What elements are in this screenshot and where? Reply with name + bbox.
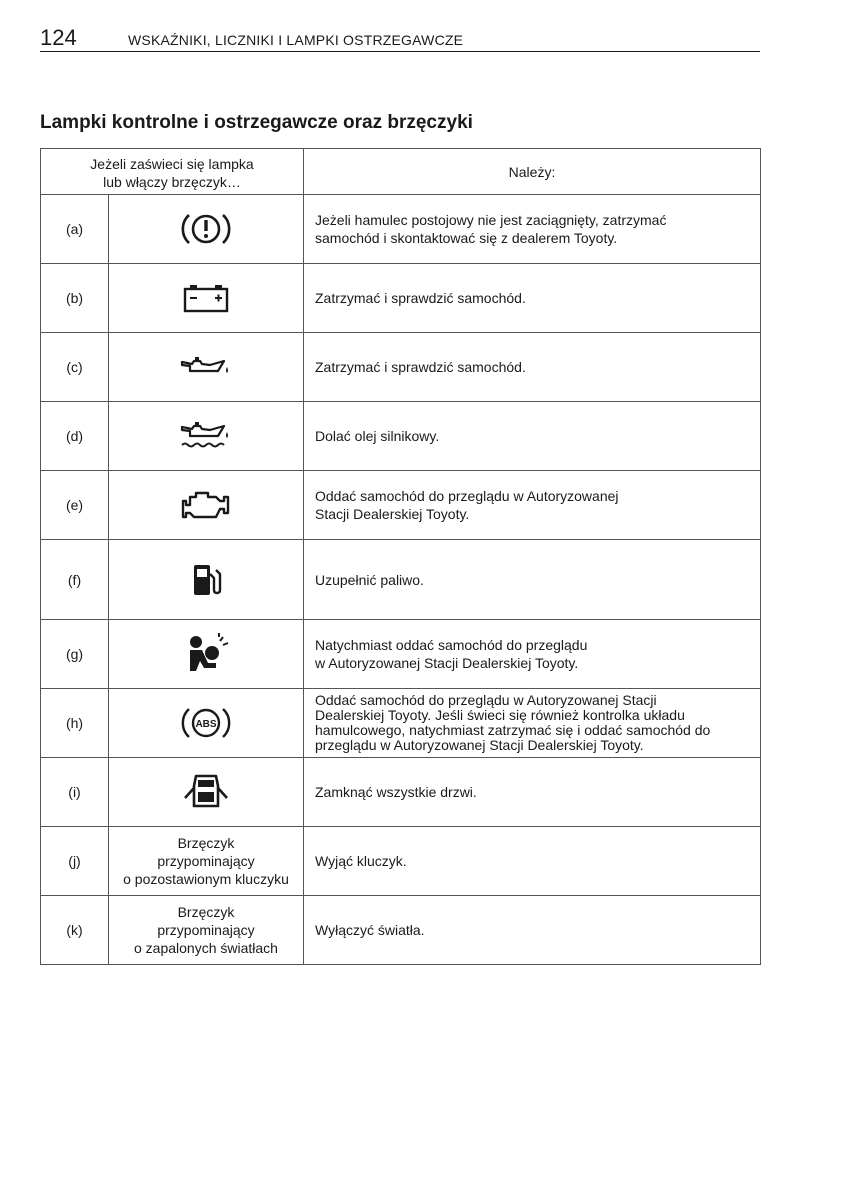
section-title: Lampki kontrolne i ostrzegawcze oraz brzęczyki [40,112,473,133]
row-action: Dolać olej silnikowy. [304,402,761,471]
buzzer-description [109,896,304,965]
page-header [40,26,760,52]
check-engine-icon [180,487,232,523]
row-letter: (h) [41,689,109,758]
table-header-row [41,149,761,195]
table-row [41,896,761,965]
action-line: Oddać samochód do przeglądu w Autoryzowanej Stacji [315,692,657,708]
abs-icon-text: ABS [195,719,217,730]
action-line: Natychmiast oddać samochód do przeglądu [315,637,588,653]
table-row [41,333,761,402]
row-letter: (a) [41,195,109,264]
fuel-pump-icon [188,560,224,600]
action-line: w Autoryzowanej Stacji Dealerskiej Toyoty. [315,655,579,671]
table-row [41,620,761,689]
row-letter: (d) [41,402,109,471]
action-line: Jeżeli hamulec postojowy nie jest zaciągnięty, zatrzymać [315,212,667,228]
action-line: samochód i skontaktować się z dealerem Toyoty. [315,230,618,246]
row-letter: (e) [41,471,109,540]
buzzer-line: Brzęczyk [177,904,235,920]
row-action: Zamknąć wszystkie drzwi. [304,758,761,827]
row-letter: (k) [41,896,109,965]
action-line: Dealerskiej Toyoty. Jeśli świeci się również kontrolka układu [315,707,685,723]
page-number: 124 [40,25,77,50]
action-line: Stacji Dealerskiej Toyoty. [315,506,470,522]
row-letter: (i) [41,758,109,827]
table-row [41,402,761,471]
table-row [41,471,761,540]
row-letter: (c) [41,333,109,402]
table-row [41,689,761,758]
oil-pressure-icon [178,352,234,382]
row-letter: (j) [41,827,109,896]
brake-warning-icon [181,209,231,249]
abs-icon [181,703,231,743]
row-action: Wyłączyć światła. [304,896,761,965]
row-action [304,195,761,264]
row-action [304,689,761,758]
action-line: hamulcowego, natychmiast zatrzymać się i oddać samochód do [315,722,711,738]
column-header-condition-line1: Jeżeli zaświeci się lampka [90,155,254,172]
buzzer-description [109,827,304,896]
door-open-icon [182,772,230,812]
row-action [304,471,761,540]
column-header-action: Należy: [304,149,761,195]
table-row [41,264,761,333]
row-action: Zatrzymać i sprawdzić samochód. [304,264,761,333]
warning-lamp-table [40,148,761,965]
action-line: przeglądu w Autoryzowanej Stacji Dealerskiej Toyoty. [315,737,644,753]
column-header-condition [41,149,304,195]
buzzer-line: o zapalonych światłach [134,940,278,956]
action-line: Oddać samochód do przeglądu w Autoryzowanej [315,488,619,504]
table-row [41,195,761,264]
column-header-condition-line2: lub włączy brzęczyk… [103,173,241,190]
row-letter: (f) [41,540,109,620]
row-letter: (b) [41,264,109,333]
running-title: WSKAŹNIKI, LICZNIKI I LAMPKI OSTRZEGAWCZE [128,32,464,48]
row-action: Uzupełnić paliwo. [304,540,761,620]
oil-level-icon [178,419,234,453]
battery-icon [181,281,231,315]
buzzer-line: o pozostawionym kluczyku [123,871,289,887]
table-row [41,540,761,620]
airbag-icon [182,633,230,675]
row-action: Zatrzymać i sprawdzić samochód. [304,333,761,402]
buzzer-line: Brzęczyk [177,835,235,851]
row-action [304,620,761,689]
buzzer-line: przypominający [157,922,255,938]
table-row [41,827,761,896]
row-letter: (g) [41,620,109,689]
row-action: Wyjąć kluczyk. [304,827,761,896]
table-row [41,758,761,827]
buzzer-line: przypominający [157,853,255,869]
